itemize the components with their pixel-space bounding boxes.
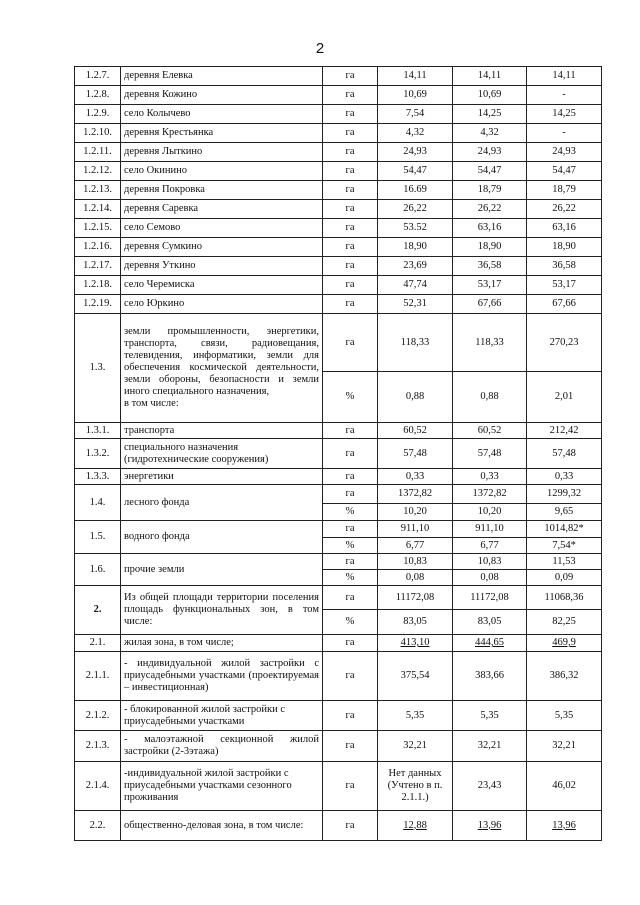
unit-cell: га	[323, 635, 378, 652]
row-name: специального назначения (гидротехнические сооружения)	[121, 439, 323, 469]
value-cell: 18,90	[527, 238, 602, 257]
value-cell: 53,17	[453, 276, 527, 295]
value-cell: 0,09	[527, 570, 602, 586]
row-number: 2.1.4.	[75, 762, 121, 811]
table-row	[75, 181, 602, 200]
table-row	[75, 731, 602, 762]
value-cell: 6,77	[378, 538, 453, 554]
row-name: - блокированной жилой застройки с приусадебными участками	[121, 701, 323, 731]
table-row	[75, 485, 602, 504]
row-number: 2.1.2.	[75, 701, 121, 731]
value-cell: 24,93	[378, 143, 453, 162]
unit-cell: га	[323, 124, 378, 143]
value-cell: 444,65	[453, 635, 527, 652]
table-row	[75, 257, 602, 276]
value-cell: 32,21	[378, 731, 453, 762]
row-number: 1.2.15.	[75, 219, 121, 238]
unit-cell: га	[323, 181, 378, 200]
unit-cell: га	[323, 257, 378, 276]
value-cell: 1372,82	[378, 485, 453, 504]
value-cell: 118,33	[453, 314, 527, 372]
unit-cell: га	[323, 238, 378, 257]
unit-cell: га	[323, 200, 378, 219]
row-name: транспорта	[121, 423, 323, 439]
unit-cell: га	[323, 105, 378, 124]
value-cell: 18,90	[453, 238, 527, 257]
value-cell: 469,9	[527, 635, 602, 652]
value-cell: 13,96	[453, 811, 527, 841]
row-number: 1.2.10.	[75, 124, 121, 143]
value-cell: 11,53	[527, 554, 602, 570]
value-cell: 67,66	[527, 295, 602, 314]
value-cell: 83,05	[453, 610, 527, 635]
table-row	[75, 586, 602, 610]
value-cell: 911,10	[453, 521, 527, 538]
value-cell: 118,33	[378, 314, 453, 372]
value-cell: 375,54	[378, 652, 453, 701]
value-cell: 7,54*	[527, 538, 602, 554]
unit-cell: га	[323, 86, 378, 105]
value-cell: 1299,32	[527, 485, 602, 504]
row-number: 2.1.	[75, 635, 121, 652]
row-number: 1.2.11.	[75, 143, 121, 162]
unit-cell: га	[323, 162, 378, 181]
value-cell: 10,83	[378, 554, 453, 570]
value-cell: 11172,08	[453, 586, 527, 610]
row-name: деревня Кожино	[121, 86, 323, 105]
row-name: Из общей площади территории поселения площадь функциональных зон, в том числе:	[121, 586, 323, 635]
row-number: 2.1.1.	[75, 652, 121, 701]
row-number: 2.1.3.	[75, 731, 121, 762]
row-name: деревня Крестьянка	[121, 124, 323, 143]
value-cell: 23,69	[378, 257, 453, 276]
value-cell: 1014,82*	[527, 521, 602, 538]
value-cell: 24,93	[453, 143, 527, 162]
row-number: 1.3.2.	[75, 439, 121, 469]
value-cell: 270,23	[527, 314, 602, 372]
row-name: село Колычево	[121, 105, 323, 124]
row-name-tail: в том числе:	[124, 398, 179, 409]
value-cell: 0,88	[453, 372, 527, 423]
value-cell: 57,48	[453, 439, 527, 469]
value-cell: 13,96	[527, 811, 602, 841]
row-name: деревня Сумкино	[121, 238, 323, 257]
value-cell: 18,90	[378, 238, 453, 257]
value-cell: 82,25	[527, 610, 602, 635]
table-row	[75, 554, 602, 570]
unit-cell: га	[323, 314, 378, 372]
value-cell: 0,88	[378, 372, 453, 423]
value-cell: 36,58	[527, 257, 602, 276]
row-name: деревня Саревка	[121, 200, 323, 219]
value-cell: 212,42	[527, 423, 602, 439]
value-cell: -	[527, 86, 602, 105]
row-number: 1.2.18.	[75, 276, 121, 295]
page-number: 2	[315, 40, 325, 57]
value-cell: 46,02	[527, 762, 602, 811]
value-cell: 0,08	[453, 570, 527, 586]
land-use-table	[74, 66, 602, 841]
value-cell: 26,22	[453, 200, 527, 219]
value-cell: 10,69	[378, 86, 453, 105]
row-number: 1.3.3.	[75, 469, 121, 485]
unit-cell: га	[323, 586, 378, 610]
value-cell: 11068,36	[527, 586, 602, 610]
row-number: 1.2.7.	[75, 67, 121, 86]
value-cell: 63,16	[453, 219, 527, 238]
table-row	[75, 162, 602, 181]
value-cell: 6,77	[453, 538, 527, 554]
value-cell: 14,11	[527, 67, 602, 86]
table-row	[75, 439, 602, 469]
value-cell: 52,31	[378, 295, 453, 314]
row-name: - индивидуальной жилой застройки с приусадебными участками (проектируемая – инвестиционная)	[121, 652, 323, 701]
value-cell: 14,11	[453, 67, 527, 86]
row-name: деревня Покровка	[121, 181, 323, 200]
value-cell: 413,10	[378, 635, 453, 652]
unit-cell: га	[323, 439, 378, 469]
value-cell: 60,52	[453, 423, 527, 439]
value-cell: 4,32	[453, 124, 527, 143]
unit-cell: %	[323, 570, 378, 586]
table-row	[75, 238, 602, 257]
row-number: 1.2.16.	[75, 238, 121, 257]
table-row	[75, 635, 602, 652]
value-cell: 57,48	[378, 439, 453, 469]
row-name: -индивидуальной жилой застройки с приусадебными участками сезонного проживания	[121, 762, 323, 811]
value-cell: 2,01	[527, 372, 602, 423]
table-row	[75, 276, 602, 295]
row-number: 1.3.	[75, 314, 121, 423]
table-row	[75, 67, 602, 86]
row-number: 2.2.	[75, 811, 121, 841]
value-cell: 60,52	[378, 423, 453, 439]
unit-cell: га	[323, 701, 378, 731]
table-row	[75, 219, 602, 238]
row-name: водного фонда	[121, 521, 323, 554]
unit-cell: га	[323, 521, 378, 538]
value-cell: 18,79	[453, 181, 527, 200]
value-cell: 24,93	[527, 143, 602, 162]
value-cell: 18,79	[527, 181, 602, 200]
unit-cell: га	[323, 762, 378, 811]
value-cell: 14,11	[378, 67, 453, 86]
value-cell: 36,58	[453, 257, 527, 276]
table-row	[75, 143, 602, 162]
row-number: 1.2.13.	[75, 181, 121, 200]
unit-cell: %	[323, 504, 378, 521]
value-cell: 14,25	[527, 105, 602, 124]
value-cell: 10,20	[453, 504, 527, 521]
table-row	[75, 314, 602, 372]
value-cell: 16.69	[378, 181, 453, 200]
row-number: 1.2.9.	[75, 105, 121, 124]
table-row	[75, 124, 602, 143]
row-name-text: земли промышленности, энергетики, транспорта, связи, радиовещания, телевидения, информатики, земли для обеспечения космической деятельности, земли обороны, безопасности и земли иного специального назначения,	[124, 326, 319, 397]
value-cell: 67,66	[453, 295, 527, 314]
table-row	[75, 762, 602, 811]
row-name: лесного фонда	[121, 485, 323, 521]
value-cell: 7,54	[378, 105, 453, 124]
value-cell: -	[527, 124, 602, 143]
table-row	[75, 521, 602, 538]
unit-cell: га	[323, 652, 378, 701]
unit-cell: га	[323, 423, 378, 439]
value-cell: 54,47	[527, 162, 602, 181]
value-cell: 386,32	[527, 652, 602, 701]
row-number: 1.3.1.	[75, 423, 121, 439]
unit-cell: га	[323, 469, 378, 485]
table-row	[75, 469, 602, 485]
row-name: деревня Лыткино	[121, 143, 323, 162]
unit-cell: га	[323, 485, 378, 504]
unit-cell: га	[323, 67, 378, 86]
table-row	[75, 295, 602, 314]
row-number: 1.2.8.	[75, 86, 121, 105]
value-cell: 0,33	[453, 469, 527, 485]
value-cell: 57,48	[527, 439, 602, 469]
unit-cell: га	[323, 554, 378, 570]
value-cell: 10,20	[378, 504, 453, 521]
table-row	[75, 652, 602, 701]
unit-cell: га	[323, 295, 378, 314]
value-cell: 14,25	[453, 105, 527, 124]
row-name	[121, 314, 323, 423]
row-number: 1.6.	[75, 554, 121, 586]
value-cell: 5,35	[527, 701, 602, 731]
value-cell: 5,35	[453, 701, 527, 731]
value-cell: 54,47	[378, 162, 453, 181]
row-name: село Юркино	[121, 295, 323, 314]
row-number: 1.5.	[75, 521, 121, 554]
value-cell: 53.52	[378, 219, 453, 238]
value-cell: 47,74	[378, 276, 453, 295]
table-row	[75, 811, 602, 841]
row-name: - малоэтажной секционной жилой застройки (2-3этажа)	[121, 731, 323, 762]
value-cell: 911,10	[378, 521, 453, 538]
row-name: энергетики	[121, 469, 323, 485]
row-name: село Окинино	[121, 162, 323, 181]
value-cell: 0,08	[378, 570, 453, 586]
value-cell: 4,32	[378, 124, 453, 143]
row-number: 1.2.17.	[75, 257, 121, 276]
row-number: 1.2.14.	[75, 200, 121, 219]
unit-cell: га	[323, 143, 378, 162]
value-cell: 26,22	[527, 200, 602, 219]
row-number: 1.2.19.	[75, 295, 121, 314]
table-row	[75, 200, 602, 219]
row-name: общественно-деловая зона, в том числе:	[121, 811, 323, 841]
row-name: село Семово	[121, 219, 323, 238]
value-cell: 0,33	[378, 469, 453, 485]
table-row	[75, 701, 602, 731]
row-name: деревня Елевка	[121, 67, 323, 86]
row-number: 1.2.12.	[75, 162, 121, 181]
value-cell: 32,21	[453, 731, 527, 762]
value-cell: 9,65	[527, 504, 602, 521]
table-row	[75, 423, 602, 439]
value-cell: 383,66	[453, 652, 527, 701]
row-name: прочие земли	[121, 554, 323, 586]
unit-cell: га	[323, 731, 378, 762]
value-cell: 83,05	[378, 610, 453, 635]
value-cell: 63,16	[527, 219, 602, 238]
value-cell: 10,83	[453, 554, 527, 570]
unit-cell: га	[323, 811, 378, 841]
table-row	[75, 86, 602, 105]
unit-cell: %	[323, 538, 378, 554]
value-cell: 12,88	[378, 811, 453, 841]
value-cell: 5,35	[378, 701, 453, 731]
value-cell: 54,47	[453, 162, 527, 181]
unit-cell: га	[323, 276, 378, 295]
value-cell: 32,21	[527, 731, 602, 762]
row-name: село Черемиска	[121, 276, 323, 295]
unit-cell: %	[323, 610, 378, 635]
unit-cell: %	[323, 372, 378, 423]
value-cell: 0,33	[527, 469, 602, 485]
row-name: деревня Уткино	[121, 257, 323, 276]
value-cell: 23,43	[453, 762, 527, 811]
value-cell: 11172,08	[378, 586, 453, 610]
value-cell: Нет данных (Учтено в п. 2.1.1.)	[378, 762, 453, 811]
row-name: жилая зона, в том числе;	[121, 635, 323, 652]
row-number: 1.4.	[75, 485, 121, 521]
value-cell: 53,17	[527, 276, 602, 295]
value-cell: 1372,82	[453, 485, 527, 504]
table-row	[75, 105, 602, 124]
unit-cell: га	[323, 219, 378, 238]
row-number: 2.	[75, 586, 121, 635]
value-cell: 26,22	[378, 200, 453, 219]
value-cell: 10,69	[453, 86, 527, 105]
